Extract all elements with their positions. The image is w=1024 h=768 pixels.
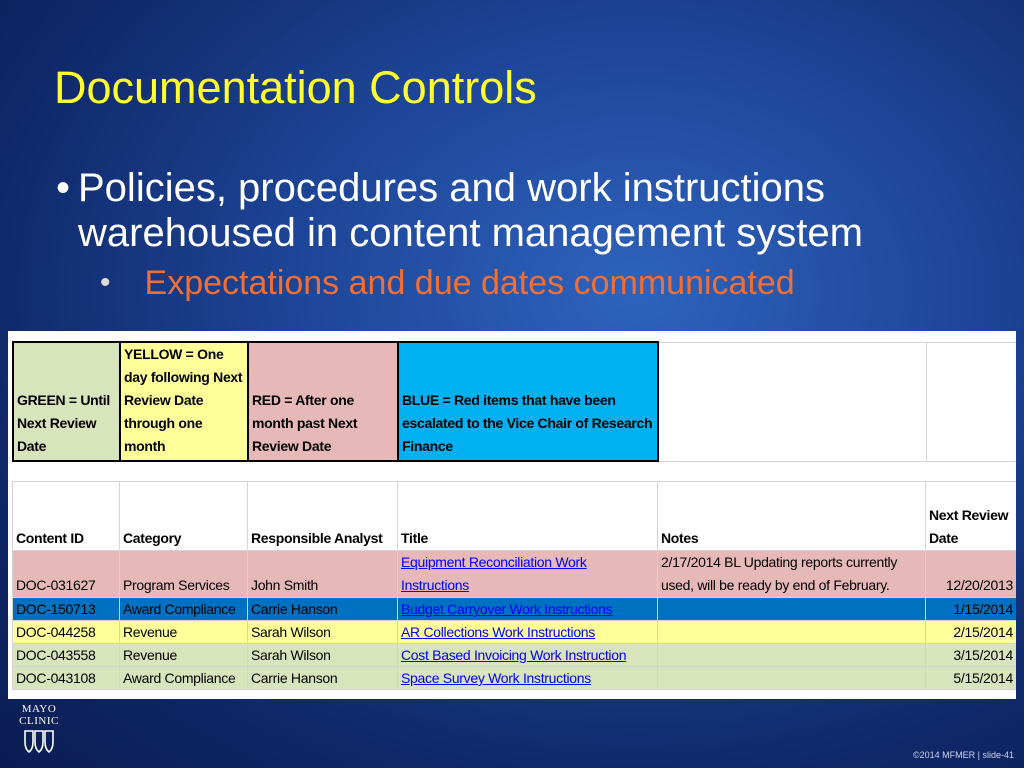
category-cell: Revenue (120, 621, 248, 644)
table-row (13, 621, 1017, 644)
notes-cell: 2/17/2014 BL Updating reports currently used, will be ready by end of February. (658, 551, 926, 598)
bullet-policies-text: Policies, procedures and work instructions warehoused in content management system (78, 166, 863, 255)
legend-green: GREEN = Until Next Review Date (13, 342, 120, 461)
review-date-cell: 3/15/2014 (926, 644, 1017, 667)
table-header-row (13, 482, 1017, 551)
table-row (13, 598, 1017, 621)
color-legend-table (12, 341, 1016, 462)
content-id-cell: DOC-044258 (13, 621, 120, 644)
spreadsheet-screenshot (8, 331, 1016, 699)
slide-title: Documentation Controls (54, 62, 537, 113)
legend-blue: BLUE = Red items that have been escalated to the Vice Chair of Research Finance (398, 342, 658, 461)
title-link[interactable]: Space Survey Work Instructions (401, 670, 591, 686)
table-row (13, 551, 1017, 598)
three-shields-icon (22, 729, 56, 755)
analyst-cell: John Smith (248, 551, 398, 598)
bullet-policies (56, 166, 996, 256)
content-id-cell: DOC-031627 (13, 551, 120, 598)
content-id-cell: DOC-043108 (13, 667, 120, 690)
category-cell: Program Services (120, 551, 248, 598)
title-link[interactable]: Equipment Reconciliation Work Instructions (401, 554, 587, 593)
analyst-cell: Carrie Hanson (248, 598, 398, 621)
title-link[interactable]: Budget Carryover Work Instructions (401, 601, 613, 617)
documents-table (12, 481, 1016, 690)
mayo-clinic-logo (14, 703, 64, 755)
column-header: Notes (658, 482, 926, 551)
analyst-cell: Carrie Hanson (248, 667, 398, 690)
content-id-cell: DOC-150713 (13, 598, 120, 621)
review-date-cell: 12/20/2013 (926, 551, 1017, 598)
category-cell: Revenue (120, 644, 248, 667)
empty-cell (658, 342, 926, 461)
bullet-dot: • (56, 166, 71, 210)
title-link[interactable]: AR Collections Work Instructions (401, 624, 595, 640)
category-cell: Award Compliance (120, 667, 248, 690)
sub-bullet-expectations (100, 262, 795, 304)
column-header: Next Review Date (926, 482, 1017, 551)
legend-red: RED = After one month past Next Review Date (248, 342, 398, 461)
analyst-cell: Sarah Wilson (248, 621, 398, 644)
review-date-cell: 1/15/2014 (926, 598, 1017, 621)
sub-bullet-text: Expectations and due dates communicated (144, 264, 795, 302)
logo-line-1: MAYO (21, 703, 57, 715)
column-header: Category (120, 482, 248, 551)
notes-cell (658, 598, 926, 621)
notes-cell (658, 621, 926, 644)
sub-bullet-dot: • (100, 266, 111, 299)
review-date-cell: 5/15/2014 (926, 667, 1017, 690)
analyst-cell: Sarah Wilson (248, 644, 398, 667)
column-header: Title (398, 482, 658, 551)
empty-cell (926, 342, 1016, 461)
copyright-footer: ©2014 MFMER | slide-41 (912, 750, 1014, 760)
notes-cell (658, 644, 926, 667)
logo-line-2: CLINIC (19, 715, 59, 727)
column-header: Responsible Analyst (248, 482, 398, 551)
legend-yellow: YELLOW = One day following Next Review Date through one month (120, 342, 248, 461)
table-row (13, 644, 1017, 667)
notes-cell (658, 667, 926, 690)
category-cell: Award Compliance (120, 598, 248, 621)
column-header: Content ID (13, 482, 120, 551)
title-link[interactable]: Cost Based Invoicing Work Instruction (401, 647, 627, 663)
content-id-cell: DOC-043558 (13, 644, 120, 667)
review-date-cell: 2/15/2014 (926, 621, 1017, 644)
table-row (13, 667, 1017, 690)
